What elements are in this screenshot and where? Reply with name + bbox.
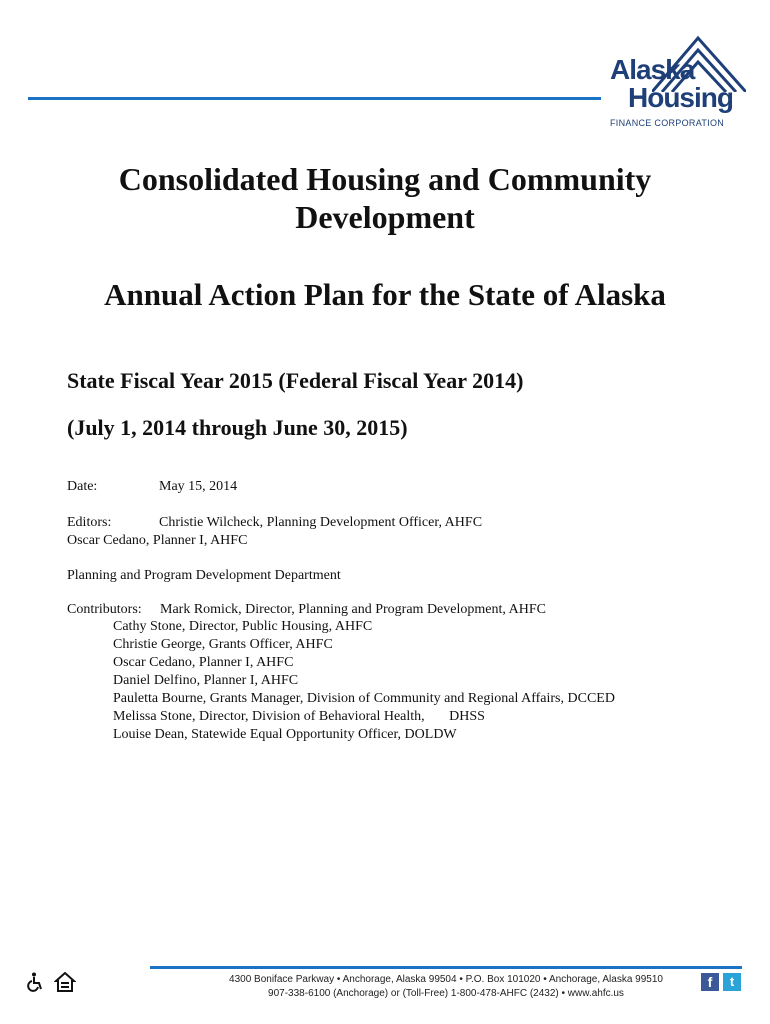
- document-subtitle: Annual Action Plan for the State of Alaska: [104, 277, 666, 312]
- department-name: Planning and Program Development Department: [67, 568, 341, 583]
- twitter-icon[interactable]: t: [723, 973, 741, 991]
- contributor-item: Louise Dean, Statewide Equal Opportunity Officer, DOLDW: [113, 727, 457, 742]
- contributor-1: Mark Romick, Director, Planning and Program Development, AHFC: [160, 602, 546, 617]
- ahfc-logo: [604, 32, 746, 128]
- footer-phone: 907-338-6100 (Anchorage) or (Toll-Free) 1-800-478-AHFC (2432) • www.ahfc.us: [268, 988, 624, 999]
- equal-housing-icon: [54, 972, 76, 992]
- header-rule: [28, 97, 601, 100]
- logo-line-1: Alaska: [610, 54, 695, 85]
- date-label: Date:: [67, 479, 98, 494]
- period-heading: (July 1, 2014 through June 30, 2015): [67, 415, 408, 440]
- editor-2: Oscar Cedano, Planner I, AHFC: [67, 533, 248, 548]
- contributor-item: Cathy Stone, Director, Public Housing, AHFC: [113, 619, 373, 634]
- contributor-item: Christie George, Grants Officer, AHFC: [113, 637, 333, 652]
- logo-tagline: FINANCE CORPORATION: [610, 118, 725, 128]
- footer-rule: [150, 966, 742, 969]
- contributor-item: Pauletta Bourne, Grants Manager, Division of Community and Regional Affairs, DCCED: [113, 691, 615, 706]
- contributors-label: Contributors:: [67, 602, 142, 617]
- document-title-line-2: Development: [295, 199, 475, 235]
- contributor-item: Daniel Delfino, Planner I, AHFC: [113, 673, 299, 688]
- document-title-line-1: Consolidated Housing and Community: [118, 161, 652, 197]
- facebook-icon[interactable]: f: [701, 973, 719, 991]
- contributor-item: Oscar Cedano, Planner I, AHFC: [113, 655, 294, 670]
- fiscal-year-heading: State Fiscal Year 2015 (Federal Fiscal Year 2014): [67, 368, 524, 393]
- logo-line-2: Housing: [628, 82, 733, 113]
- wheelchair-icon: [26, 972, 44, 992]
- footer-address: 4300 Boniface Parkway • Anchorage, Alaska 99504 • P.O. Box 101020 • Anchorage, Alaska 99510: [229, 974, 663, 985]
- editors-label: Editors:: [67, 515, 112, 530]
- contributors-list: [113, 618, 615, 744]
- editor-1: Christie Wilcheck, Planning Development Officer, AHFC: [159, 515, 483, 530]
- date-value: May 15, 2014: [159, 479, 238, 494]
- contributor-item: Melissa Stone, Director, Division of Behavioral Health, DHSS: [113, 709, 485, 724]
